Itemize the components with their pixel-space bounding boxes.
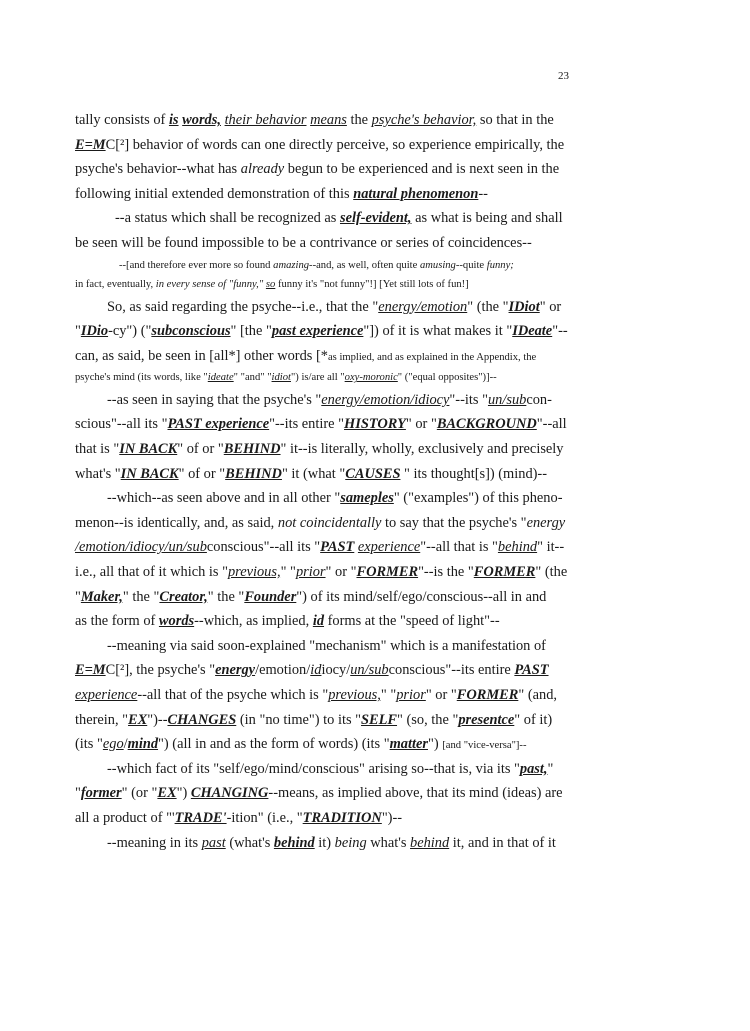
- text-run: experience: [357, 539, 421, 556]
- text-run: what's ": [75, 465, 121, 482]
- text-run: " (and,: [518, 686, 557, 703]
- text-run: PAST: [514, 662, 549, 679]
- text-run: "--: [552, 323, 568, 340]
- text-run: /emotion/idiocy/un/sub: [75, 539, 207, 556]
- text-run: " of or ": [178, 465, 226, 482]
- text-line: [75, 344, 565, 369]
- text-run: TRADE': [174, 809, 227, 826]
- text-run: --: [478, 185, 488, 202]
- text-run: following initial extended demonstration of this: [75, 185, 354, 202]
- text-run: previous,: [227, 564, 281, 580]
- text-run: " ("equal opposites")]--: [397, 372, 497, 384]
- text-run: --which--as seen above and in all other ": [107, 490, 341, 507]
- text-line: [75, 295, 565, 320]
- text-line: [75, 437, 565, 462]
- text-run: " ": [380, 686, 397, 703]
- text-run: behind: [273, 834, 315, 851]
- text-run: it): [314, 834, 335, 851]
- text-run: former: [80, 785, 122, 802]
- text-line: [75, 206, 565, 231]
- text-run: "--is the ": [418, 564, 474, 580]
- text-run: PAST experience: [167, 416, 270, 433]
- text-run: already: [240, 161, 285, 178]
- text-run: id: [312, 613, 325, 630]
- text-run: "--its ": [449, 391, 488, 408]
- text-run: that is ": [75, 441, 120, 458]
- text-line: [75, 732, 565, 757]
- text-run: BACKGROUND: [436, 416, 537, 433]
- text-run: --quite: [455, 259, 487, 271]
- text-line: [75, 535, 565, 560]
- text-run: past,: [519, 760, 548, 777]
- text-line: [75, 275, 565, 295]
- text-run: psyche's mind (its words, like ": [75, 372, 208, 384]
- text-run: " it--is literally, wholly, exclusively and precisely: [280, 441, 564, 458]
- text-run: FORMER: [356, 564, 419, 580]
- text-run: in every sense of "funny,": [155, 279, 264, 291]
- text-run: E=M: [75, 662, 106, 679]
- text-run: prior: [295, 564, 326, 580]
- text-run: previous,: [328, 686, 381, 703]
- text-run: -cy") (": [108, 323, 152, 340]
- text-run: IDeate: [512, 323, 553, 340]
- text-run: "): [427, 736, 443, 753]
- text-run: forms at the "speed of light"--: [324, 613, 500, 630]
- text-line: [75, 231, 565, 256]
- page-number: 23: [558, 70, 569, 82]
- text-run: " of or ": [177, 441, 224, 458]
- text-run: ")--: [147, 711, 168, 728]
- text-run: " ("examples") of this pheno-: [393, 490, 563, 507]
- text-run: " it (what ": [281, 465, 346, 482]
- text-line: [75, 319, 568, 344]
- text-line: [75, 412, 565, 437]
- text-run: begun to be experienced and is next seen in the: [284, 161, 560, 178]
- text-run: IDio: [80, 323, 109, 340]
- text-line: [75, 831, 565, 856]
- text-run: " or ": [425, 686, 457, 703]
- text-line: [75, 157, 565, 182]
- text-run: --a status which shall be recognized as: [115, 210, 340, 227]
- text-run: un/sub: [487, 391, 527, 408]
- text-run: " [the ": [230, 323, 272, 340]
- text-run: " (or ": [121, 785, 158, 802]
- text-run: C[²], the psyche's ": [105, 662, 216, 679]
- text-run: --which fact of its "self/ego/mind/conscious" arising so--that is, via its ": [107, 760, 520, 777]
- text-run: amazing: [273, 259, 310, 271]
- text-line: [75, 133, 565, 158]
- text-run: it, and in that of it: [449, 834, 556, 851]
- text-run: IDiot: [508, 298, 540, 315]
- text-run: their behavior: [224, 112, 307, 128]
- text-run: id: [310, 662, 322, 679]
- text-line: [75, 182, 565, 207]
- text-run: past: [201, 834, 226, 851]
- text-run: amusing: [419, 259, 456, 271]
- text-run: " the ": [207, 588, 245, 605]
- text-run: "]) of it is what makes it ": [363, 323, 513, 340]
- text-run: can, as said, be seen in [all*] other words [*: [75, 347, 328, 364]
- text-run: Maker,: [80, 588, 123, 605]
- text-run: -ition" (i.e., ": [226, 809, 303, 826]
- text-run: behind: [497, 539, 538, 556]
- text-run: conscious"--all its ": [206, 539, 321, 556]
- text-run: un/sub: [350, 662, 389, 679]
- text-run: ") is/are all ": [290, 372, 345, 384]
- text-run: --as seen in saying that the psyche's ": [107, 391, 322, 408]
- text-run: " the ": [122, 588, 160, 605]
- text-line: [75, 781, 565, 806]
- text-line: [75, 368, 565, 388]
- text-run: words,: [182, 112, 221, 128]
- text-run: " ": [280, 564, 296, 580]
- text-line: [75, 256, 565, 276]
- text-run: EX: [128, 711, 148, 728]
- text-run: energy: [526, 514, 566, 531]
- text-line: [75, 462, 565, 487]
- text-run: CAUSES: [345, 465, 401, 482]
- text-run: be seen will be found impossible to be a contrivance or series of coincidences--: [75, 234, 532, 251]
- text-run: [and "vice-versa"]--: [442, 740, 527, 752]
- text-run: ") (all in and as the form of words) (its ": [158, 736, 390, 753]
- text-run: --which, as implied,: [194, 613, 313, 630]
- text-run: as the form of: [75, 613, 159, 630]
- text-run: so: [265, 279, 276, 291]
- text-line: [75, 388, 565, 413]
- text-run: PAST: [320, 539, 355, 556]
- text-line: [75, 560, 568, 585]
- text-run: iocy/: [321, 662, 351, 679]
- text-run: menon--is identically, and, as said,: [75, 514, 278, 531]
- text-run: funny;: [486, 259, 514, 271]
- text-run: C[²] behavior of words can one directly perceive, so experience empirically, the: [105, 136, 565, 153]
- text-run: ideate: [207, 372, 234, 384]
- text-run: all a product of "': [75, 809, 175, 826]
- text-run: " (the ": [467, 298, 509, 315]
- text-run: CHANGING: [190, 785, 269, 802]
- text-run: " (the: [535, 564, 568, 580]
- text-run: " or ": [405, 416, 437, 433]
- body-text: [75, 108, 568, 855]
- text-run: being: [334, 834, 367, 851]
- text-run: ": [75, 588, 81, 605]
- text-run: con-: [526, 391, 552, 408]
- text-run: psyche's behavior--what has: [75, 161, 241, 178]
- text-line: [75, 658, 565, 683]
- text-run: is: [168, 112, 179, 128]
- text-run: " "and" ": [233, 372, 272, 384]
- text-run: matter: [389, 736, 428, 753]
- text-run: past experience: [271, 323, 364, 340]
- text-run: conscious"--its entire: [388, 662, 515, 679]
- text-run: BEHIND: [225, 465, 282, 482]
- text-line: [75, 806, 565, 831]
- text-line: [75, 708, 565, 733]
- text-run: --means, as implied above, that its mind (ideas) are: [268, 785, 563, 802]
- text-run: ": [547, 760, 554, 777]
- text-run: psyche's behavior,: [371, 112, 477, 128]
- text-run: TRADITION: [302, 809, 382, 826]
- text-run: "--all that is ": [420, 539, 498, 556]
- text-run: ego: [102, 736, 124, 753]
- text-run: idiot: [271, 372, 291, 384]
- text-run: ")--: [381, 809, 403, 826]
- text-run: presentce: [458, 711, 515, 728]
- text-run: " (so, the ": [397, 711, 459, 728]
- text-run: /emotion/: [255, 662, 311, 679]
- text-run: natural phenomenon: [353, 185, 479, 202]
- text-run: behind: [410, 834, 450, 851]
- text-run: so that in the: [476, 112, 554, 128]
- text-run: words: [158, 613, 195, 630]
- text-run: ") of its mind/self/ego/conscious--all in and: [296, 588, 547, 605]
- text-run: "): [176, 785, 191, 802]
- text-run: energy/emotion/idiocy: [321, 391, 450, 408]
- text-line: [75, 585, 565, 610]
- text-run: in fact, eventually,: [75, 279, 156, 291]
- text-run: means: [310, 112, 347, 128]
- text-run: SELF: [361, 711, 398, 728]
- text-run: funny it's "not funny"!] [Yet still lots of fun!]: [275, 279, 469, 291]
- text-run: IN BACK: [120, 465, 179, 482]
- text-line: [75, 683, 565, 708]
- text-run: EX: [157, 785, 177, 802]
- text-run: /: [123, 736, 128, 753]
- text-line: [75, 486, 565, 511]
- text-run: ": [75, 785, 81, 802]
- text-run: " it--: [537, 539, 565, 556]
- text-run: self-evident,: [339, 210, 412, 227]
- text-line: [75, 511, 565, 536]
- text-run: Founder: [244, 588, 297, 605]
- text-run: what's: [366, 834, 411, 851]
- text-run: oxy-moronic: [344, 372, 398, 384]
- text-run: mind: [127, 736, 159, 753]
- text-run: (its ": [75, 736, 103, 753]
- text-run: prior: [396, 686, 426, 703]
- text-line: [75, 634, 565, 659]
- text-run: "--its entire ": [269, 416, 345, 433]
- text-run: (in "no time") to its ": [236, 711, 362, 728]
- text-run: energy/emotion: [378, 298, 468, 315]
- text-run: to say that the psyche's ": [381, 514, 527, 531]
- text-run: subconscious: [151, 323, 231, 340]
- text-run: therein, ": [75, 711, 129, 728]
- text-run: energy: [215, 662, 256, 679]
- text-run: sameples: [340, 490, 394, 507]
- text-run: Creator,: [159, 588, 208, 605]
- text-run: --and, as well, often quite: [309, 259, 420, 271]
- text-run: --meaning in its: [107, 834, 202, 851]
- text-run: " or ": [325, 564, 357, 580]
- text-run: FORMER: [473, 564, 536, 580]
- text-run: experience: [75, 686, 138, 703]
- text-run: CHANGES: [167, 711, 237, 728]
- text-run: i.e., all that of it which is ": [75, 564, 228, 580]
- text-run: IN BACK: [119, 441, 178, 458]
- text-run: ": [75, 323, 81, 340]
- text-run: HISTORY: [344, 416, 406, 433]
- text-run: tally consists of: [75, 112, 169, 128]
- text-run: not coincidentally: [277, 514, 382, 531]
- text-run: " of it): [514, 711, 553, 728]
- text-run: --all that of the psyche which is ": [137, 686, 329, 703]
- text-run: E=M: [75, 136, 106, 153]
- text-line: [75, 609, 565, 634]
- text-run: as implied, and as explained in the Appendix, the: [327, 351, 537, 363]
- text-run: BEHIND: [223, 441, 281, 458]
- text-run: the: [346, 112, 372, 128]
- text-run: --[and therefore ever more so found: [119, 259, 274, 271]
- text-run: " or: [539, 298, 562, 315]
- text-run: FORMER: [456, 686, 519, 703]
- text-run: --meaning via said soon-explained "mechanism" which is a manifestation of: [107, 637, 546, 654]
- text-line: [75, 757, 565, 782]
- text-run: So, as said regarding the psyche--i.e., that the ": [107, 298, 379, 315]
- text-line: [75, 108, 565, 133]
- text-run: as what is being and shall: [411, 210, 563, 227]
- text-run: (what's: [225, 834, 274, 851]
- text-run: scious"--all its ": [75, 416, 168, 433]
- text-run: "--all: [536, 416, 567, 433]
- text-run: " its thought[s]) (mind)--: [400, 465, 548, 482]
